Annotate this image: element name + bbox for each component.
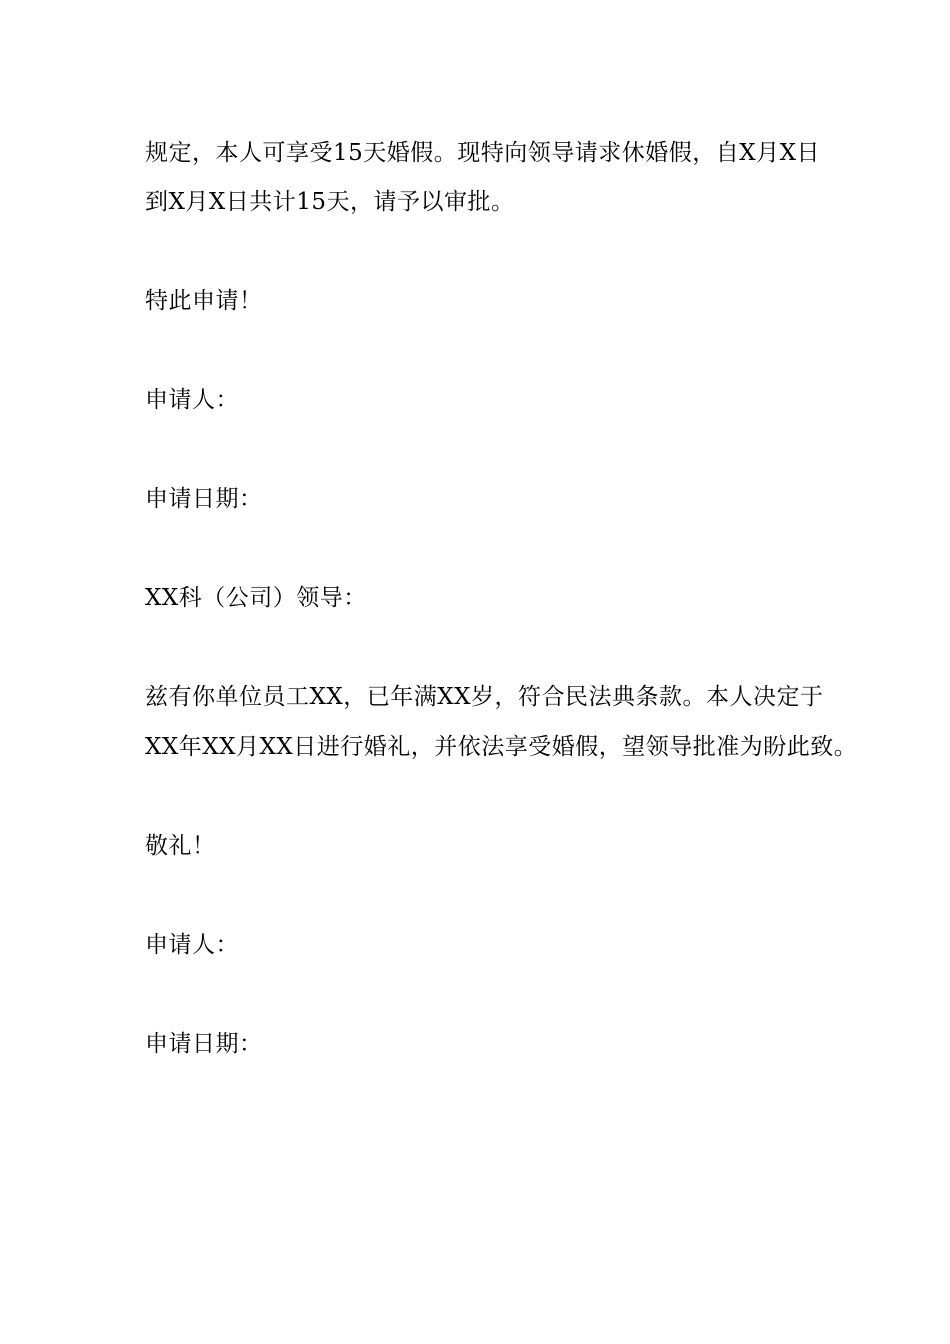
paragraph-2-line-1: 兹有你单位员工XX，已年满XX岁，符合民法典条款。本人决定于 [145,684,824,710]
applicant-label-2: 申请人： [145,932,239,958]
application-date-label-2: 申请日期： [145,1031,263,1057]
application-date-label: 申请日期： [145,486,263,512]
applicant-label: 申请人： [145,387,239,413]
paragraph-1-line-2: 到X月X日共计15天，请予以审批。 [145,189,515,215]
closing-regards: 敬礼！ [145,833,216,859]
paragraph-2-line-2: XX年XX月XX日进行婚礼，并依法享受婚假，望领导批准为盼此致。 [145,734,858,760]
salutation: XX科（公司）领导： [145,585,367,611]
closing-request: 特此申请！ [145,288,263,314]
paragraph-1-line-1: 规定，本人可享受15天婚假。现特向领导请求休婚假，自X月X日 [145,140,821,166]
